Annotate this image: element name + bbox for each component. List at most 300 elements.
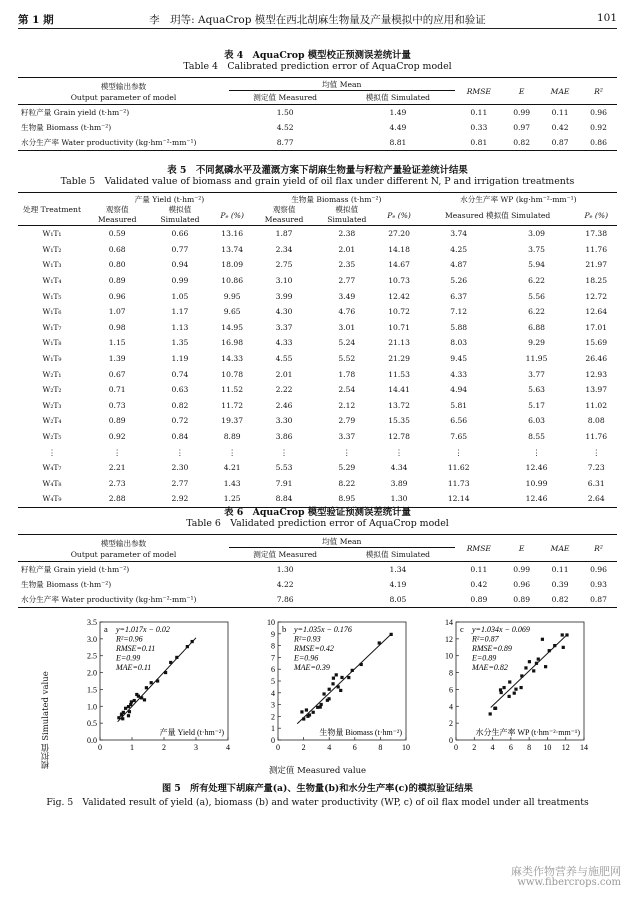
y-tick-label: 2.0 (87, 668, 97, 678)
y-tick-label: 14 (445, 618, 453, 627)
table5-cell-value: 3.77 (528, 369, 546, 379)
table4-cell-simulated: 4.49 (389, 123, 407, 132)
table5-row (18, 413, 617, 429)
table5-cell-treatment: W₁T₄ (42, 276, 62, 286)
data-point (164, 671, 167, 674)
figure-x-label: 测定值 Measured value (268, 766, 367, 776)
table5-cell-treatment: W₂T₅ (42, 432, 62, 442)
table6-cell-r2: 0.93 (590, 580, 607, 589)
table5-cell-value: 8.95 (338, 494, 356, 504)
table5-cell-value: 1.25 (223, 494, 241, 504)
data-point (326, 699, 329, 702)
table5-cell-value: 4.33 (275, 338, 293, 348)
table5-biomass-simulated-header: 模拟值 Simulated (315, 205, 378, 226)
data-point (524, 666, 527, 669)
table4-cell-rmse: 0.81 (470, 138, 488, 147)
table5-cell-value: 0.99 (171, 276, 189, 286)
table4-cell-e: 0.99 (513, 108, 531, 117)
table5-cell-value: ⋮ (280, 447, 288, 457)
table5-cell-value: 8.55 (528, 432, 546, 442)
data-point (537, 657, 540, 660)
table5-wp-pe-header: Pₑ (%) (575, 205, 617, 226)
data-point (339, 689, 342, 692)
table5-cell-value: 6.22 (528, 307, 546, 317)
table5-cell-value: 0.72 (171, 416, 189, 426)
table6-row (18, 592, 617, 608)
data-point (562, 646, 565, 649)
table6-mae-header: MAE (540, 535, 580, 562)
table6-cell-simulated: 1.34 (389, 565, 407, 574)
figure-caption-cn: 图 5 所有处理下胡麻产量(a)、生物量(b)和水分生产率(c)的模拟验证结果 (162, 783, 473, 794)
data-point (535, 662, 538, 665)
table5-cell-value: 2.38 (338, 229, 356, 239)
fit-annotation: RMSE=0.42 (294, 644, 334, 653)
y-tick-label: 1 (271, 724, 275, 734)
table5-title-cn: 表 5 不同氮磷水平及灌溉方案下胡麻生物量与籽粒产量验证差统计结果 (167, 165, 468, 176)
table4-param-header: 模型输出参数 Output parameter of model (18, 78, 229, 105)
table5-cell-value: 2.77 (338, 276, 356, 286)
x-tick-label: 2 (472, 743, 477, 752)
table4-caption (18, 50, 617, 72)
table5-cell-value: 3.74 (450, 229, 468, 239)
data-point (351, 669, 354, 672)
running-title: 李 玥等: AquaCrop 模型在西北胡麻生物量及产量模拟中的应用和验证 (149, 14, 486, 26)
fit-annotation: RMSE=0.11 (116, 644, 156, 653)
table5-cell-value: 21.97 (585, 260, 608, 270)
table5-yield-header: 产量 Yield (t·hm⁻²) (134, 194, 205, 204)
y-tick-label: 6 (271, 665, 275, 675)
table5-row (18, 491, 617, 507)
table4-title-cn: 表 4 AquaCrop 模型校正预测误差统计量 (224, 50, 411, 61)
x-tick-label: 6 (508, 743, 513, 752)
table5-cell-value: ⋮ (113, 447, 121, 457)
table5-treatment-header: 处理 Treatment (18, 193, 86, 226)
table5-cell-value: ⋮ (395, 447, 403, 457)
x-tick-label: 4 (226, 743, 230, 752)
data-point (175, 656, 178, 659)
table5-cell-value: 11.73 (447, 478, 470, 488)
x-tick-label: 0 (98, 743, 102, 752)
data-point (347, 676, 350, 679)
table5-cell-value: 7.23 (587, 463, 605, 473)
fit-annotation: R²=0.96 (116, 634, 143, 644)
table5-cell-value: 4.30 (275, 307, 293, 317)
table5-cell-value: 1.19 (171, 354, 189, 364)
table5-cell-value: 12.14 (447, 494, 470, 504)
table5-cell-value: 11.62 (447, 463, 470, 473)
y-tick-label: 0 (449, 736, 453, 745)
table5-cell-value: 11.76 (585, 432, 608, 442)
chart-panel-a (70, 616, 245, 766)
data-point (508, 695, 511, 698)
data-point (127, 714, 130, 717)
table5-cell-value: 11.52 (221, 385, 244, 395)
table5-cell-value: 11.95 (525, 354, 548, 364)
panel-label: c (460, 624, 464, 634)
y-tick-label: 8 (271, 641, 275, 651)
table6-row (18, 577, 617, 592)
table5-cell-value: 0.96 (108, 291, 126, 301)
table5-cell-treatment: W₂T₁ (42, 369, 62, 379)
table5-row (18, 366, 617, 382)
table4-cell-param: 生物量 Biomass (t·hm⁻²) (21, 123, 112, 132)
fit-annotation: R²=0.87 (472, 634, 499, 644)
data-point (130, 700, 133, 703)
table5-row (18, 288, 617, 304)
table5-cell-value: 16.98 (221, 338, 244, 348)
table5-cell-value: 0.74 (171, 369, 189, 379)
data-point (137, 695, 140, 698)
table4-simulated-header: 模拟值 Simulated (341, 91, 454, 105)
figure-y-label: 模拟值 Simulated value (41, 671, 51, 769)
table4-cell-measured: 8.77 (276, 138, 294, 147)
table5-cell-value: 12.72 (585, 291, 608, 301)
table4-cell-measured: 1.50 (276, 108, 294, 117)
table6-cell-e: 0.96 (513, 580, 531, 589)
table5-cell-value: 11.76 (585, 244, 608, 254)
table5-cell-value: 3.30 (275, 416, 293, 426)
table5-cell-value: 0.71 (108, 385, 126, 395)
table5-cell-value: 0.89 (108, 416, 126, 426)
table6-cell-measured: 7.86 (276, 595, 294, 604)
table5-cell-value: 10.99 (525, 478, 548, 488)
data-point (302, 717, 305, 720)
chart-panel-b (248, 616, 423, 766)
table5-cell-value: 5.94 (528, 260, 546, 270)
data-point (143, 698, 146, 701)
table6-cell-r2: 0.96 (590, 565, 607, 574)
table5-biomass-header: 生物量 Biomass (t·hm⁻²) (291, 194, 382, 204)
table4-mae-header: MAE (540, 78, 580, 105)
table5-cell-value: 8.84 (275, 494, 293, 504)
table5-cell-value: ⋮ (532, 447, 541, 457)
data-point (322, 692, 325, 695)
table4-cell-r2: 0.86 (590, 138, 607, 147)
data-point (489, 712, 492, 715)
data-point (300, 710, 303, 713)
data-point (502, 686, 505, 689)
table5-row (18, 273, 617, 289)
data-point (561, 633, 564, 636)
table5-cell-value: 10.78 (221, 369, 244, 379)
table5-cell-value: 4.33 (450, 369, 468, 379)
data-point (553, 644, 556, 647)
table4-cell-mae: 0.42 (551, 123, 569, 132)
data-point (331, 682, 334, 685)
data-point (513, 692, 516, 695)
table5-row (18, 320, 617, 336)
x-tick-label: 0 (276, 743, 280, 752)
table5-cell-value: 13.72 (388, 400, 410, 410)
table5-row (18, 351, 617, 367)
table6-cell-param: 生物量 Biomass (t·hm⁻²) (21, 580, 112, 589)
table5-cell-value: 15.69 (585, 338, 608, 348)
fit-annotation: y=1.034x − 0.069 (472, 625, 530, 634)
table5-cell-treatment: W₄T₇ (42, 463, 62, 473)
table5-row (18, 335, 617, 351)
table5-cell-value: 7.65 (450, 432, 468, 442)
data-point (519, 686, 522, 689)
table5-cell-value: 2.73 (108, 478, 126, 488)
data-point (340, 676, 343, 679)
table5-cell-treatment: W₁T₈ (42, 338, 62, 348)
table5-cell-value: 14.41 (388, 385, 410, 395)
table5-cell-treatment: W₁T₅ (42, 291, 62, 301)
table4-cell-rmse: 0.33 (470, 123, 488, 132)
panel-label: b (282, 624, 287, 634)
table5-row (18, 382, 617, 398)
y-tick-label: 4 (271, 688, 275, 698)
y-tick-label: 2 (271, 712, 275, 722)
table5-cell-value: 0.59 (108, 229, 126, 239)
table5-cell-value: 5.29 (338, 463, 356, 473)
fit-annotation: MAE=0.11 (116, 663, 152, 672)
table5-cell-value: 17.01 (585, 322, 608, 332)
fit-annotation: MAE=0.39 (294, 663, 330, 672)
table5-cell-treatment: W₂T₃ (42, 400, 62, 410)
table5-cell-treatment: W₁T₃ (42, 260, 62, 270)
watermark-line2: www.fibercrops.com (517, 877, 621, 888)
table6-cell-mae: 0.11 (551, 565, 569, 574)
table6-param-header: 模型输出参数 Output parameter of model (18, 535, 229, 562)
table5-cell-value: 3.10 (275, 276, 293, 286)
table5-wp-sub-header: Measured 模拟值 Simulated (420, 205, 576, 226)
figure-caption-en: Fig. 5 Validated result of yield (a), biomass (b) and water productivity (WP, c) of oil flax model under all treatments (46, 797, 589, 808)
table5-cell-value: 4.87 (450, 260, 468, 270)
table6-r2-header: R² (580, 535, 617, 562)
data-point (532, 669, 535, 672)
table5-cell-value: 10.71 (388, 322, 410, 332)
data-point (124, 707, 127, 710)
table5-cell-value: 1.78 (338, 369, 356, 379)
table6-cell-rmse: 0.42 (470, 580, 488, 589)
table6-cell-param: 水分生产率 Water productivity (kg·hm⁻²·mm⁻¹) (21, 595, 197, 604)
table4-measured-header: 测定值 Measured (229, 91, 341, 105)
x-tick-label: 4 (490, 743, 495, 752)
table5-row (18, 304, 617, 320)
y-tick-label: 6 (449, 685, 453, 695)
table5-cell-value: 4.76 (338, 307, 356, 317)
table5-cell-value: 3.37 (275, 322, 293, 332)
table5-title-en: Table 5 Validated value of biomass and grain yield of oil flax under different N, P and irrigation treatments (60, 176, 575, 187)
data-point (332, 677, 335, 680)
table5-biomass-measured-header: 观察值 Measured (253, 205, 315, 226)
table5-cell-value: 15.35 (388, 416, 410, 426)
x-tick-label: 2 (301, 743, 306, 752)
fit-annotation: RMSE=0.89 (472, 644, 512, 653)
table6-cell-e: 0.99 (513, 565, 531, 574)
table6-e-header: E (503, 535, 540, 562)
table5-cell-value: 4.55 (275, 354, 293, 364)
table5-cell-value: 21.29 (388, 354, 410, 364)
table4-cell-mae: 0.87 (551, 138, 569, 147)
data-point (390, 633, 393, 636)
table5-cell-value: ⋮ (592, 447, 601, 457)
y-tick-label: 1.0 (87, 702, 97, 712)
table5-cell-value: 26.46 (585, 354, 608, 364)
table5-cell-treatment: W₁T₁ (42, 229, 62, 239)
table6-cell-simulated: 4.19 (389, 580, 407, 589)
table5-cell-treatment: W₄T₈ (42, 478, 62, 488)
table5-cell-value: 8.89 (223, 432, 241, 442)
table6-cell-param: 籽粒产量 Grain yield (t·hm⁻²) (21, 565, 130, 574)
table5-cell-value: 14.67 (388, 260, 410, 270)
table5-cell-value: 14.33 (221, 354, 244, 364)
watermark-line1: 麻类作物营养与施肥网 (511, 865, 621, 878)
table6-cell-e: 0.89 (513, 595, 531, 604)
table5-cell-value: 2.77 (171, 478, 189, 488)
data-point (360, 663, 363, 666)
table5-cell-value: 2.34 (275, 244, 293, 254)
y-tick-label: 9 (271, 629, 275, 639)
issue-number: 第 1 期 (18, 14, 54, 26)
y-tick-label: 12 (445, 634, 453, 644)
table5-cell-value: 3.49 (338, 291, 356, 301)
table4-cell-param: 水分生产率 Water productivity (kg·hm⁻²·mm⁻¹) (21, 138, 197, 147)
table5-cell-value: 1.39 (108, 354, 126, 364)
table6-rmse-header: RMSE (455, 535, 504, 562)
data-point (308, 713, 311, 716)
table5-biomass-pe-header: Pₑ (%) (378, 205, 419, 226)
table5-cell-value: 6.22 (528, 276, 546, 286)
table5-cell-value: 19.37 (221, 416, 244, 426)
table5-cell-value: 3.37 (338, 432, 356, 442)
table5-cell-value: 5.63 (528, 385, 546, 395)
x-tick-label: 8 (378, 743, 383, 752)
table5-cell-value: 3.09 (528, 229, 546, 239)
table5-cell-value: 1.07 (108, 307, 126, 317)
table4-cell-rmse: 0.11 (470, 108, 488, 117)
y-tick-label: 2.5 (87, 651, 97, 661)
table5-cell-value: 5.24 (338, 338, 356, 348)
table5-cell-value: 13.74 (221, 244, 244, 254)
table5-cell-value: 11.02 (585, 400, 608, 410)
table6-cell-r2: 0.87 (590, 595, 607, 604)
table5-cell-value: 2.01 (338, 244, 356, 254)
table5-cell-value: 2.21 (108, 463, 126, 473)
x-tick-label: 12 (561, 743, 570, 752)
table5-row (18, 444, 617, 460)
data-point (335, 673, 338, 676)
table5-cell-value: 0.92 (108, 432, 126, 442)
table6-cell-rmse: 0.89 (470, 595, 488, 604)
y-tick-label: 0.5 (87, 719, 97, 729)
table5-cell-value: 5.26 (450, 276, 468, 286)
table6-cell-rmse: 0.11 (470, 565, 488, 574)
table5-cell-value: 7.91 (275, 478, 293, 488)
y-tick-label: 2 (449, 719, 453, 729)
table5-cell-value: 12.64 (585, 307, 608, 317)
table5-cell-treatment: W₁T₉ (42, 354, 62, 364)
table6-cell-mae: 0.82 (551, 595, 569, 604)
y-tick-label: 3 (271, 700, 275, 710)
table5-cell-value: ⋮ (343, 447, 351, 457)
table5-cell-value: 6.56 (450, 416, 468, 426)
table5-cell-value: 0.94 (171, 260, 189, 270)
table5-cell-value: 13.97 (585, 385, 608, 395)
table5-cell-value: 0.68 (108, 244, 126, 254)
data-point (150, 681, 153, 684)
x-tick-label: 14 (580, 743, 588, 752)
data-point (544, 665, 547, 668)
x-tick-label: 10 (402, 743, 410, 752)
table6-mean-header: 均值 Mean (229, 535, 455, 548)
table5-row (18, 242, 617, 258)
data-point (128, 710, 131, 713)
table5-cell-value: 5.17 (528, 400, 546, 410)
table5-cell-value: 1.17 (171, 307, 189, 317)
y-tick-label: 5 (271, 677, 275, 686)
data-point (121, 717, 124, 720)
table5-cell-value: 6.88 (528, 322, 546, 332)
table6-measured-header: 测定值 Measured (229, 548, 341, 562)
table5-cell-value: 0.63 (171, 385, 189, 395)
table5-cell-value: 12.78 (388, 432, 410, 442)
table5-cell-value: 10.72 (388, 307, 410, 317)
data-point (312, 711, 315, 714)
table6-cell-measured: 4.22 (276, 580, 294, 589)
table5-cell-value: 3.89 (390, 478, 408, 488)
table5-cell-value: 8.08 (587, 416, 605, 426)
table5-cell-value: 2.46 (275, 400, 293, 410)
panel-x-label: 生物量 Biomass (t·hm⁻²) (319, 728, 402, 737)
table5-cell-value: 21.13 (388, 338, 410, 348)
table5-caption (18, 165, 617, 187)
data-point (156, 679, 159, 682)
table5-cell-value: 6.31 (587, 478, 605, 488)
panel-label: a (104, 624, 108, 634)
table5-row (18, 398, 617, 414)
table6-cell-mae: 0.39 (551, 580, 569, 589)
table5-cell-value: 11.53 (388, 369, 410, 379)
table6-row (18, 562, 617, 578)
table5-cell-value: 1.15 (108, 338, 126, 348)
table5-cell-value: 10.86 (221, 276, 244, 286)
table4-cell-r2: 0.96 (590, 108, 607, 117)
table5-cell-treatment: W₂T₄ (42, 416, 62, 426)
table5-cell-value: 1.13 (171, 322, 189, 332)
table5-cell-value: 0.80 (108, 260, 126, 270)
fit-annotation: R²=0.93 (294, 634, 321, 644)
table5-cell-value: 8.03 (450, 338, 468, 348)
data-point (541, 638, 544, 641)
table4-row (18, 135, 617, 151)
fit-annotation: y=1.035x − 0.176 (294, 625, 352, 634)
table5-cell-value: 2.22 (275, 385, 293, 395)
data-point (528, 660, 531, 663)
table5-cell-value: 18.25 (585, 276, 608, 286)
page-number: 101 (596, 12, 617, 24)
x-tick-label: 6 (352, 743, 357, 752)
table5-cell-value: 27.20 (388, 229, 410, 239)
y-tick-label: 4 (449, 702, 453, 712)
table6-cell-simulated: 8.05 (389, 595, 407, 604)
table5-cell-value: 13.16 (221, 229, 244, 239)
table5-cell-treatment: W₂T₂ (42, 385, 62, 395)
table5-cell-value: 6.03 (528, 416, 546, 426)
table4-cell-simulated: 8.81 (389, 138, 407, 147)
data-point (337, 685, 340, 688)
table6-title-en: Table 6 Validated prediction error of AquaCrop model (186, 518, 449, 529)
table5-cell-value: 4.94 (450, 385, 468, 395)
table5-cell-treatment: W₁T₂ (42, 244, 62, 254)
data-point (186, 645, 189, 648)
table5-cell-value: 12.46 (525, 463, 548, 473)
table5-cell-value: 2.30 (171, 463, 189, 473)
table5-cell-value: ⋮ (228, 447, 236, 457)
table5-row (18, 257, 617, 273)
table4-cell-e: 0.82 (513, 138, 531, 147)
